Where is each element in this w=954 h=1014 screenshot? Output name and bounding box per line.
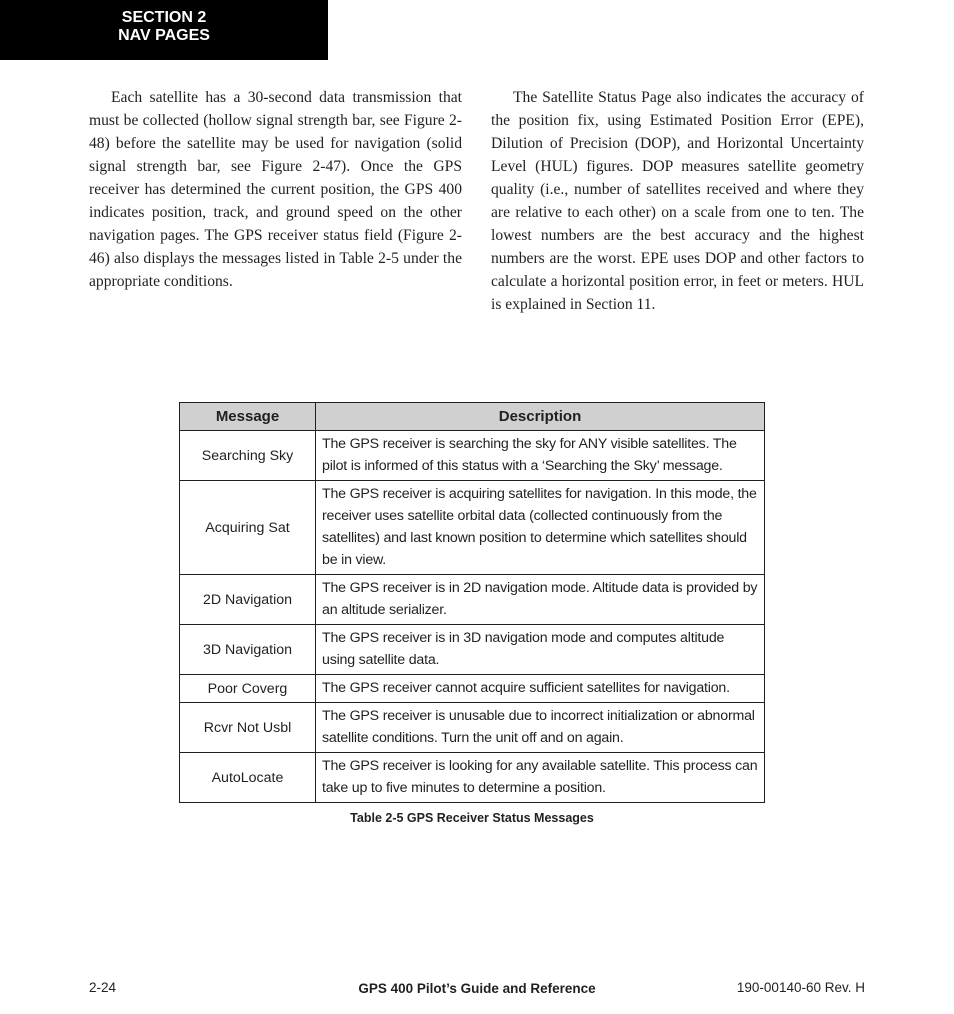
description-cell: The GPS receiver is in 3D navigation mode and computes altitude using satellite data. (316, 625, 765, 675)
message-cell: Rcvr Not Usbl (180, 703, 316, 753)
table-row (180, 753, 765, 803)
message-cell: AutoLocate (180, 753, 316, 803)
description-cell: The GPS receiver is looking for any available satellite. This process can take up to five minutes to determine a position. (316, 753, 765, 803)
message-cell: 3D Navigation (180, 625, 316, 675)
table-row (180, 575, 765, 625)
section-number: SECTION 2 (121, 9, 207, 26)
description-cell: The GPS receiver is acquiring satellites for navigation. In this mode, the receiver uses satellite orbital data (collected continuously from the satellites) and last known position to determine which satellites should be in view. (316, 481, 765, 575)
message-cell: Acquiring Sat (180, 481, 316, 575)
gps-status-table (179, 402, 765, 803)
header-description: Description (316, 403, 765, 431)
table-row (180, 703, 765, 753)
document-number: 190-00140-60 Rev. H (736, 980, 865, 995)
description-cell: The GPS receiver is unusable due to incorrect initialization or abnormal satellite conditions. Turn the unit off and on again. (316, 703, 765, 753)
description-cell: The GPS receiver is in 2D navigation mode. Altitude data is provided by an altitude serializer. (316, 575, 765, 625)
table-row (180, 431, 765, 481)
page-number: 2-24 (89, 980, 117, 995)
table-row (180, 625, 765, 675)
table-row (180, 481, 765, 575)
footer-title: GPS 400 Pilot’s Guide and Reference (358, 981, 596, 996)
header-message: Message (180, 403, 316, 431)
message-cell: Poor Coverg (180, 675, 316, 703)
description-cell: The GPS receiver is searching the sky for ANY visible satellites. The pilot is informed of this status with a ‘Searching the Sky’ message. (316, 431, 765, 481)
section-tab (0, 0, 328, 60)
message-cell: 2D Navigation (180, 575, 316, 625)
message-cell: Searching Sky (180, 431, 316, 481)
section-title: NAV PAGES (118, 27, 210, 44)
description-cell: The GPS receiver cannot acquire sufficient satellites for navigation. (316, 675, 765, 703)
table-row (180, 675, 765, 703)
left-column-paragraph: Each satellite has a 30-second data transmission that must be collected (hollow signal strength bar, see Figure 2-48) before the satellite may be used for navigation (solid signal strength bar, see Figure 2-47). Once the GPS receiver has determined the current position, the GPS 400 indicates position, track, and ground speed on the other navigation pages. The GPS receiver status field (Figure 2-46) also displays the messages listed in Table 2-5 under the appropriate conditions. (89, 89, 462, 290)
right-column-paragraph: The Satellite Status Page also indicates the accuracy of the position fix, using Estimated Position Error (EPE), Dilution of Precision (DOP), and Horizontal Uncertainty Level (HUL) figures. DOP measures satellite geometry quality (i.e., number of satellites received and where they are relative to each other) on a scale from one to ten. The lowest numbers are the best accuracy and the highest numbers are the worst. EPE uses DOP and other factors to calculate a horizontal position error, in feet or meters. HUL is explained in Section 11. (491, 89, 864, 313)
table-caption: Table 2-5 GPS Receiver Status Messages (350, 811, 594, 825)
table-header-row (180, 403, 765, 431)
